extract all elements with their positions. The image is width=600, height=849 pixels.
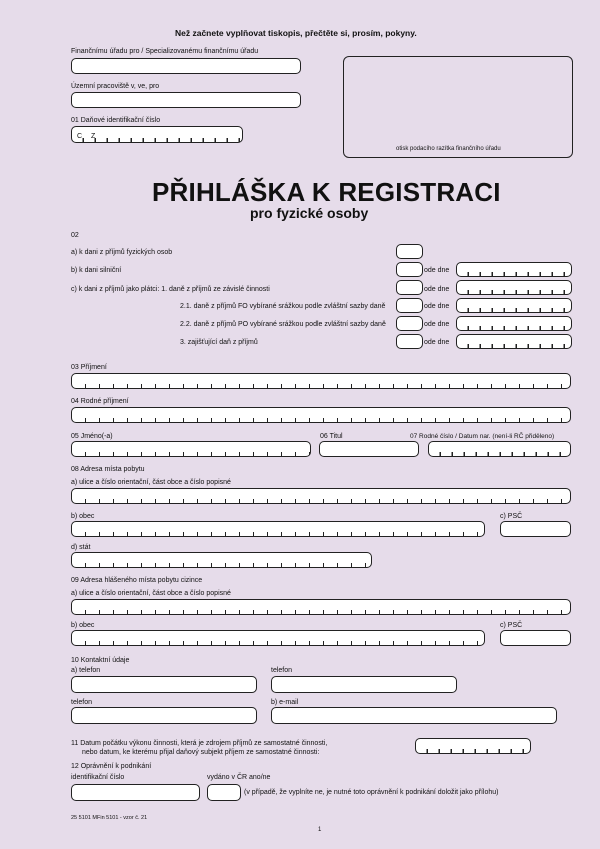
license-issued-input[interactable] [207,784,241,801]
payer-fo-withholding-checkbox[interactable] [396,298,423,313]
stamp-label: otisk podacího razítka finančního úřadu [396,146,501,152]
foreigner-zip-label: c) PSČ [500,622,523,629]
residence-town-label: b) obec [71,513,95,520]
license-id-input[interactable] [71,784,200,801]
surname-input[interactable] [71,373,571,389]
payer-po-withholding-checkbox[interactable] [396,316,423,331]
tax-id-label: 01 Daňové identifikační číslo [71,117,161,124]
tax-office-label: Finančnímu úřadu pro / Specializovanému finančnímu úřadu [71,48,259,55]
residence-street-input[interactable] [71,488,571,504]
residence-zip-label: c) PSČ [500,513,523,520]
payer-fo-withholding-date-label: ode dne [424,303,450,310]
residence-street-label: a) ulice a číslo orientační, část obce a číslo popisné [71,479,231,486]
license-issued-label: vydáno v ČR ano/ne [207,774,271,781]
road-tax-checkbox[interactable] [396,262,423,277]
residence-address-heading: 08 Adresa místa pobytu [71,466,145,473]
license-note: (v případě, že vyplníte ne, je nutné toto oprávnění k podnikání doložit jako přílohu) [244,789,499,796]
email-input[interactable] [271,707,557,724]
payer-employment-checkbox[interactable] [396,280,423,295]
road-tax-date-input[interactable] [456,262,572,277]
foreigner-street-input[interactable] [71,599,571,615]
payer-securing-date-label: ode dne [424,339,450,346]
phone-2-label: telefon [271,667,293,674]
payer-securing-date-input[interactable] [456,334,572,349]
foreigner-town-input[interactable] [71,630,485,646]
territorial-office-label: Územní pracoviště v, ve, pro [71,83,160,90]
tax-id-prefix-c: C [77,133,83,140]
payer-po-withholding-date-input[interactable] [456,316,572,331]
road-tax-date-label: ode dne [424,267,450,274]
activity-start-label-line2: nebo datum, ke kterému přijal daňový subjekt příjem ze samostatné činnosti: [82,749,320,756]
payer-fo-withholding-date-input[interactable] [456,298,572,313]
form-instructions-notice: Než začnete vyplňovat tiskopis, přečtěte si, prosím, pokyny. [175,28,417,38]
payer-securing-label: 3. zajišťující daň z příjmů [180,339,258,346]
form-subtitle: pro fyzické osoby [250,205,369,221]
phone-a-label: a) telefon [71,667,101,674]
page-number: 1 [318,827,322,833]
payer-employment-label: c) k dani z příjmů jako plátci: 1. daně z příjmů ze závislé činnosti [71,286,270,293]
income-tax-checkbox[interactable] [396,244,423,259]
academic-title-label: 06 Titul [320,433,343,440]
activity-start-date-input[interactable] [415,738,531,754]
foreigner-zip-input[interactable] [500,630,571,646]
academic-title-input[interactable] [319,441,419,457]
phone-3-label: telefon [71,699,93,706]
first-name-input[interactable] [71,441,311,457]
tax-id-input[interactable] [71,126,243,143]
form-code: 25 5101 MFin 5101 - vzor č. 21 [71,815,148,821]
residence-zip-input[interactable] [500,521,571,537]
income-tax-label: a) k dani z příjmů fyzických osob [71,249,173,256]
contacts-heading: 10 Kontaktní údaje [71,657,130,664]
activity-start-label-line1: 11 Datum počátku výkonu činnosti, která je zdrojem příjmů ze samostatné činnosti, [71,740,328,747]
birth-surname-input[interactable] [71,407,571,423]
residence-state-input[interactable] [71,552,372,568]
foreigner-address-heading: 09 Adresa hlášeného místa pobytu cizince [71,577,203,584]
territorial-office-input[interactable] [71,92,301,108]
road-tax-label: b) k dani silniční [71,267,122,274]
tax-id-prefix-z: Z [91,133,96,140]
business-license-heading: 12 Oprávnění k podnikání [71,763,152,770]
birth-surname-label: 04 Rodné příjmení [71,398,129,405]
first-name-label: 05 Jméno(-a) [71,433,113,440]
birth-number-input[interactable] [428,441,571,457]
foreigner-street-label: a) ulice a číslo orientační, část obce a číslo popisné [71,590,231,597]
birth-number-label: 07 Rodné číslo / Datum nar. (není-li RČ přiděleno) [410,433,555,440]
payer-employment-date-label: ode dne [424,286,450,293]
payer-fo-withholding-label: 2.1. daně z příjmů FO vybírané srážkou podle zvláštní sazby daně [180,303,386,310]
phone-3-input[interactable] [71,707,257,724]
payer-securing-checkbox[interactable] [396,334,423,349]
residence-state-label: d) stát [71,544,91,551]
phone-a-input[interactable] [71,676,257,693]
payer-po-withholding-label: 2.2. daně z příjmů PO vybírané srážkou podle zvláštní sazby daně [180,321,386,328]
tax-office-input[interactable] [71,58,301,74]
surname-label: 03 Příjmení [71,364,107,371]
email-label: b) e-mail [271,699,299,706]
foreigner-town-label: b) obec [71,622,95,629]
payer-employment-date-input[interactable] [456,280,572,295]
form-title: PŘIHLÁŠKA K REGISTRACI [152,177,501,207]
residence-town-input[interactable] [71,521,485,537]
phone-2-input[interactable] [271,676,457,693]
section-02-number: 02 [71,232,79,239]
payer-po-withholding-date-label: ode dne [424,321,450,328]
office-stamp-area [343,56,573,158]
license-id-label: identifikační číslo [71,774,125,781]
